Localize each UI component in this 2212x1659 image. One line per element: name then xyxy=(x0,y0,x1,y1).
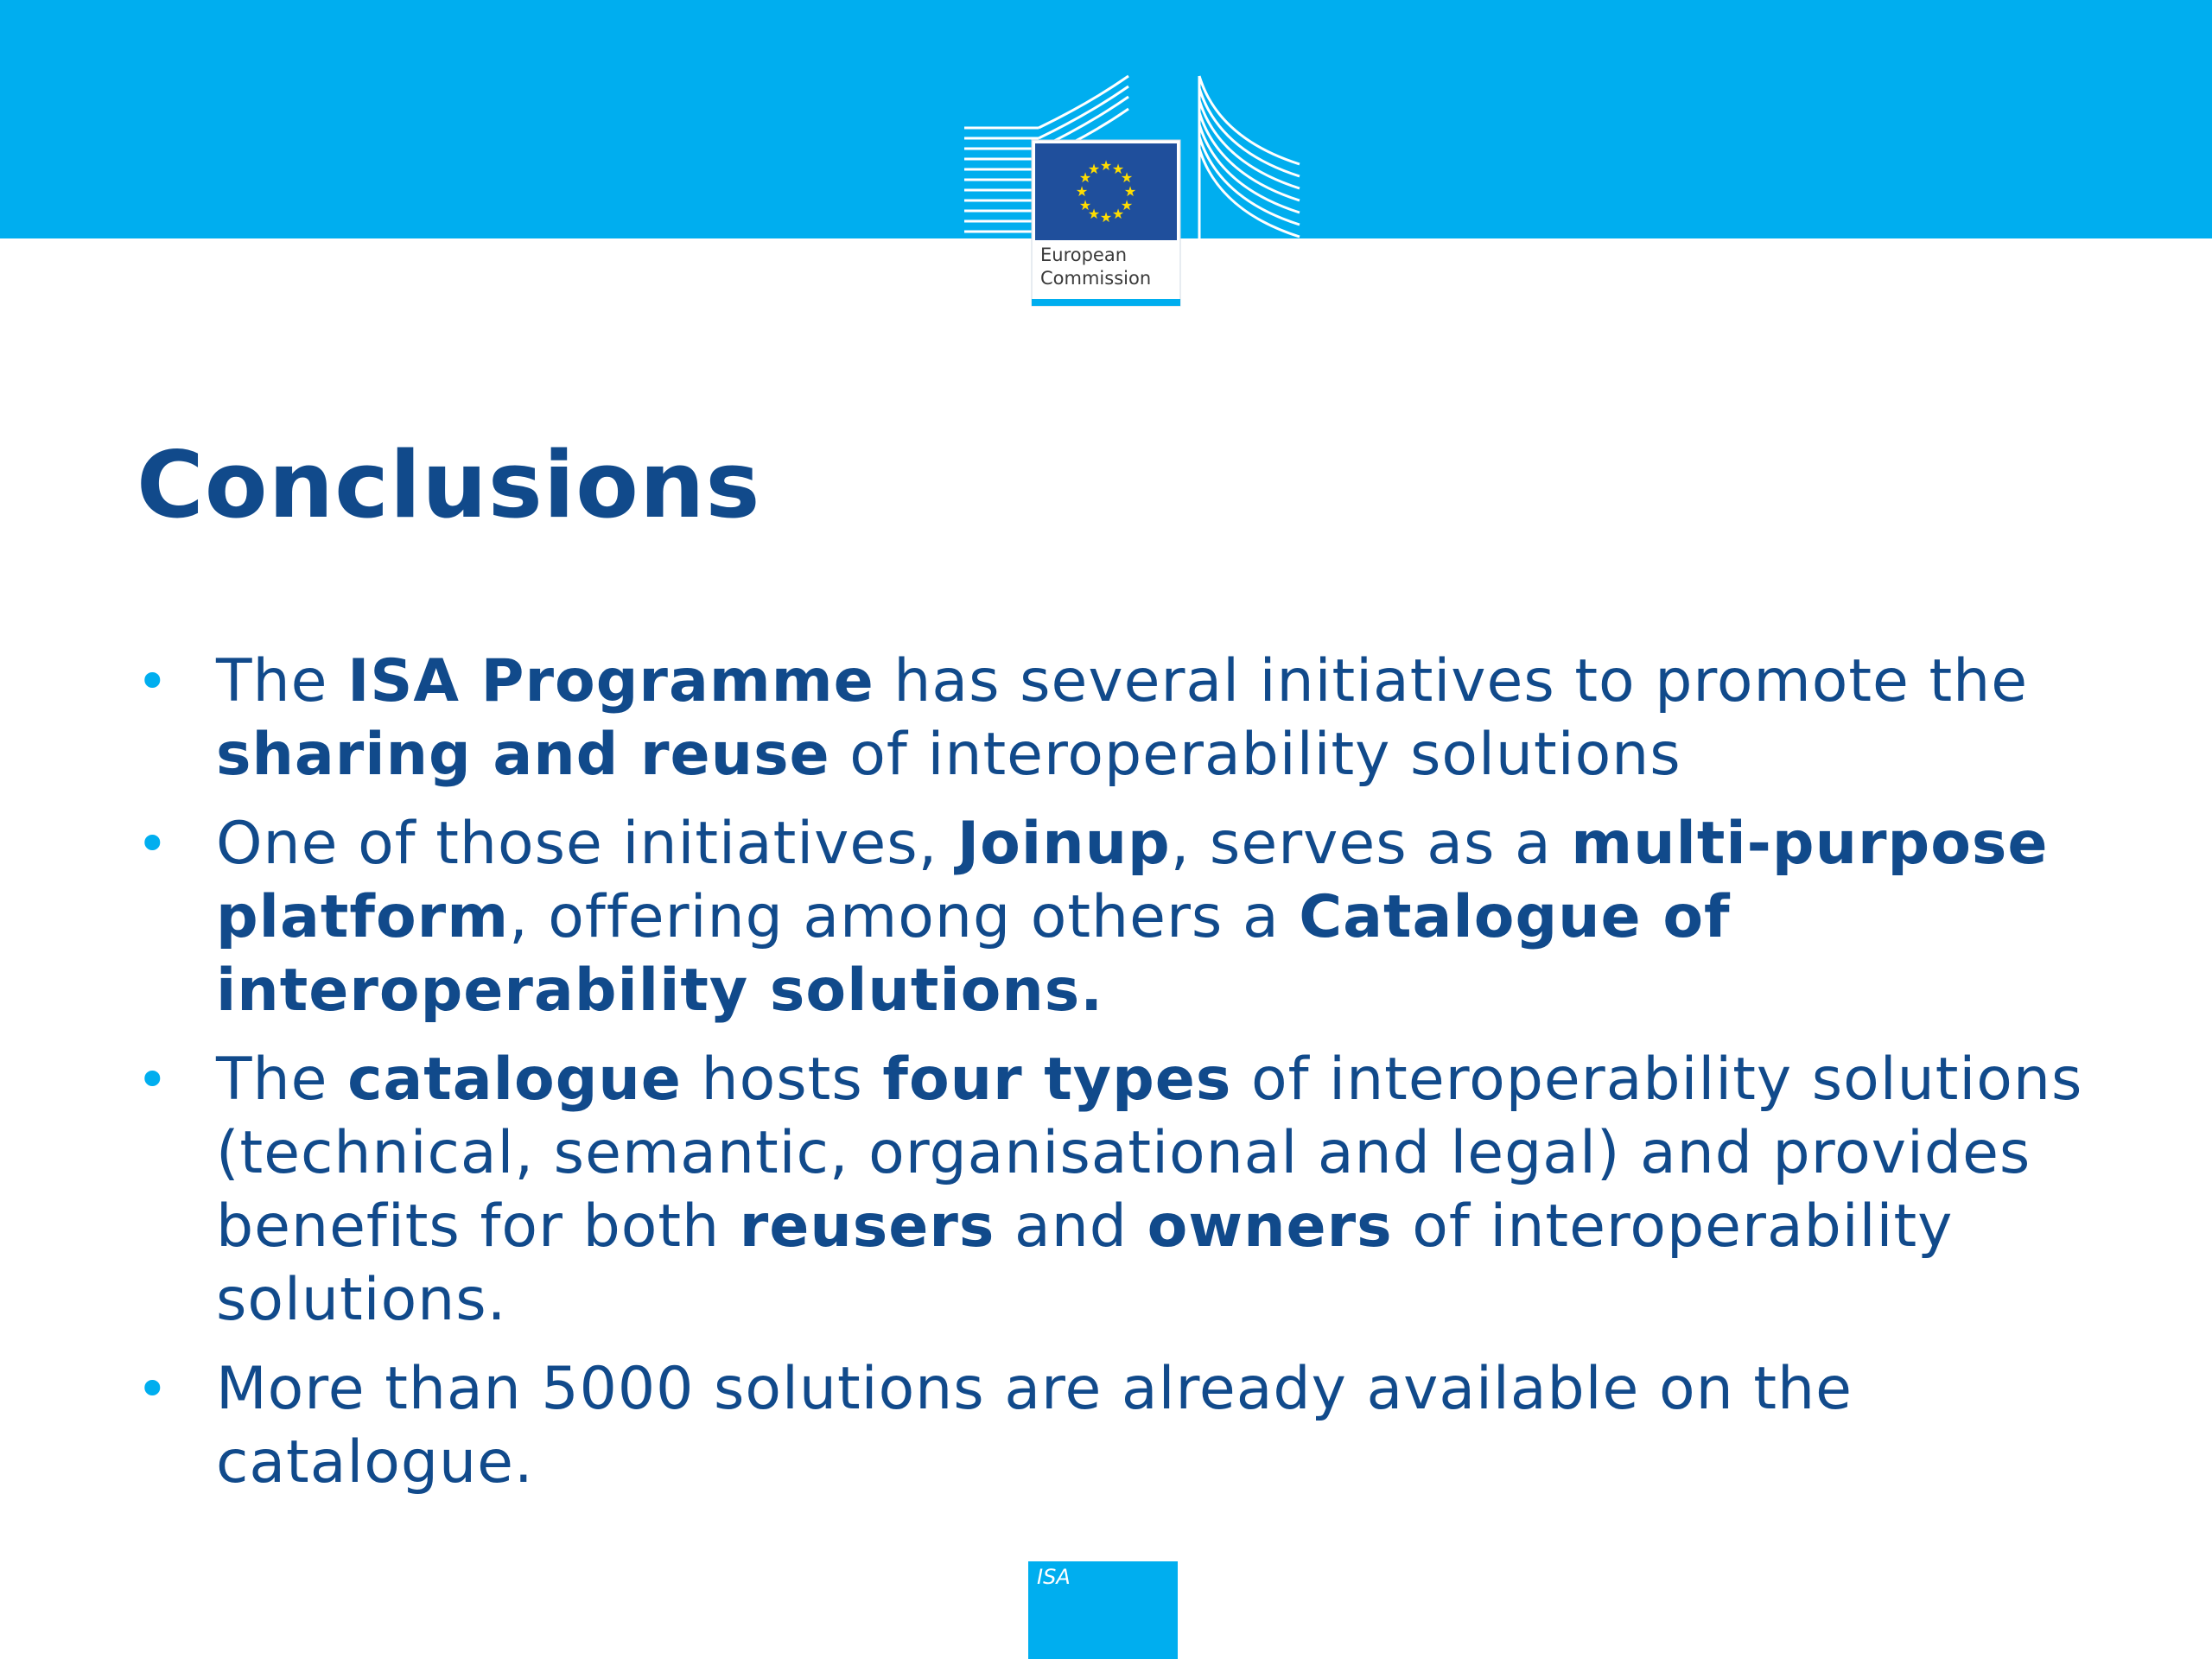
bullet-text-bold: ISA Programme xyxy=(347,647,874,715)
bullet-item xyxy=(137,1352,2124,1499)
svg-text:★: ★ xyxy=(1087,161,1101,177)
isa-badge-label: ISA xyxy=(1037,1565,1071,1589)
svg-text:★: ★ xyxy=(1123,183,1137,200)
bullet-list xyxy=(137,645,2124,1515)
bullet-text-run: has several initiatives to promote the xyxy=(874,647,2029,715)
bullet-text xyxy=(216,1355,1853,1497)
bullet-item xyxy=(137,1043,2124,1337)
bullet-text-run: The xyxy=(216,1046,348,1114)
svg-text:★: ★ xyxy=(1120,169,1134,186)
bullet-dot-icon: • xyxy=(137,650,169,713)
svg-text:★: ★ xyxy=(1087,206,1101,222)
bullet-text-run: One of those initiatives, xyxy=(216,810,957,878)
bullet-text-bold: multi-purpose platform xyxy=(216,810,2049,951)
svg-text:★: ★ xyxy=(1075,183,1089,200)
svg-text:★: ★ xyxy=(1078,169,1092,186)
bullet-text-run: hosts xyxy=(681,1046,883,1114)
bullet-text-run: The xyxy=(216,647,348,715)
bullet-text-run: of interoperability solutions. xyxy=(216,1192,1954,1334)
bullet-text-bold: owners xyxy=(1147,1192,1393,1261)
logo-text-line2: Commission xyxy=(1040,268,1152,289)
bullet-text-run: , serves as a xyxy=(1170,810,1572,878)
bullet-text-bold: Catalogue of interoperability solutions. xyxy=(216,883,1731,1025)
bullet-text-run: More than 5000 solutions are already available on the catalogue. xyxy=(216,1355,1853,1497)
bullet-text-bold: catalogue xyxy=(347,1046,682,1114)
logo-text-line1: European xyxy=(1040,245,1128,265)
bullet-item xyxy=(137,645,2124,791)
isa-badge xyxy=(1028,1561,1178,1659)
logo-building-right xyxy=(1199,76,1300,238)
bullet-text xyxy=(216,810,2049,1025)
bullet-text-bold: Joinup xyxy=(957,810,1171,878)
svg-text:★: ★ xyxy=(1078,197,1092,213)
svg-text:★: ★ xyxy=(1099,209,1113,226)
bullet-text-run: , offering among others a xyxy=(509,883,1300,951)
bullet-dot-icon: • xyxy=(137,812,169,875)
svg-text:★: ★ xyxy=(1111,206,1125,222)
bullet-dot-icon: • xyxy=(137,1048,169,1111)
bullet-text-bold: sharing and reuse xyxy=(216,721,830,789)
bullet-text-bold: reusers xyxy=(739,1192,995,1261)
bullet-text-run: of interoperability solutions (technical, semantic, organisational and legal) and provides benefits for both xyxy=(216,1046,2083,1261)
bullet-text-bold: four types xyxy=(882,1046,1232,1114)
svg-text:★: ★ xyxy=(1111,161,1125,177)
bullet-dot-icon: • xyxy=(137,1357,169,1421)
bullet-text-run: and xyxy=(995,1192,1147,1261)
svg-text:★: ★ xyxy=(1099,157,1113,174)
slide-title: Conclusions xyxy=(137,432,761,538)
svg-text:★: ★ xyxy=(1120,197,1134,213)
bullet-text xyxy=(216,1046,2082,1334)
bullet-text xyxy=(216,647,2028,789)
european-commission-logo-icon xyxy=(959,69,1305,313)
bullet-item xyxy=(137,807,2124,1027)
bullet-text-run: of interoperability solutions xyxy=(830,721,1681,789)
